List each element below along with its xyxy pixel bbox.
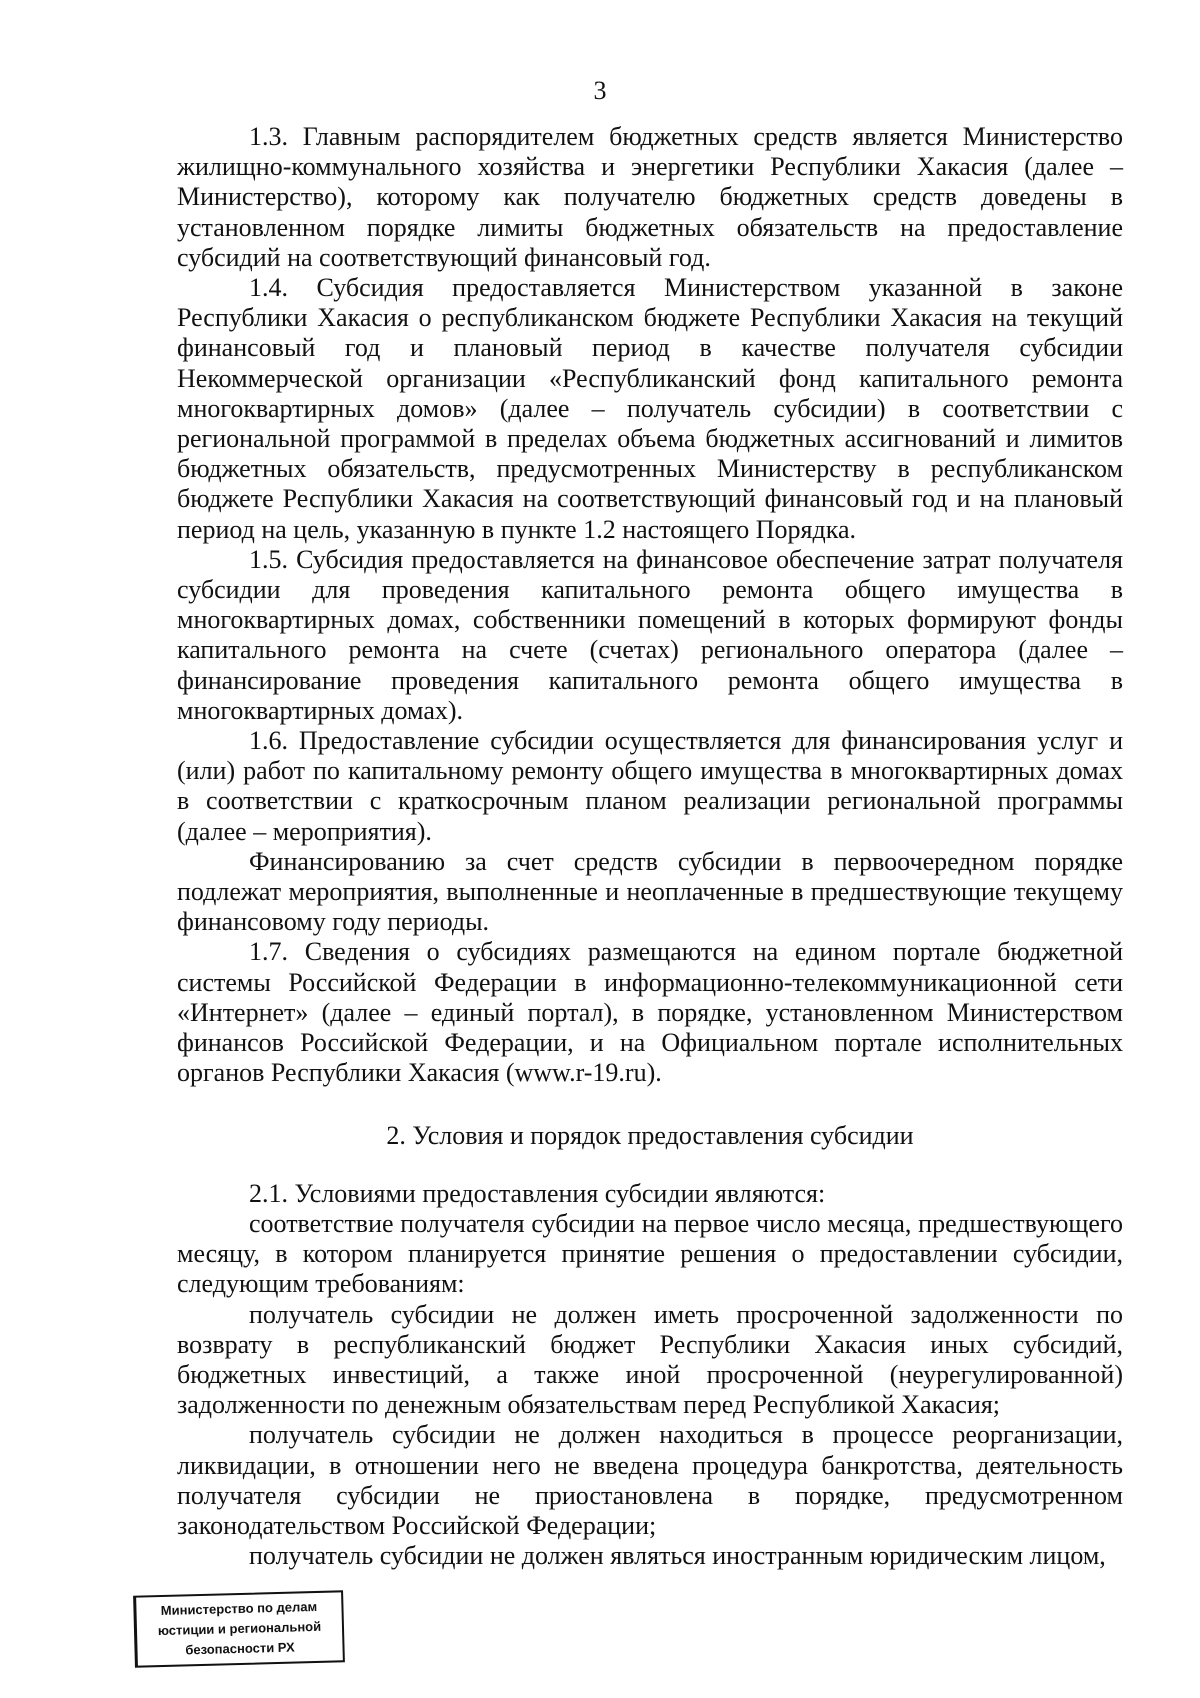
paragraph-2-1: 2.1. Условиями предоставления субсидии являются: bbox=[249, 1178, 826, 1208]
page-number: 3 bbox=[593, 76, 607, 105]
paragraph-1-6-financing: Финансированию за счет средств субсидии в первоочередном порядке подлежат мероприятия, выполненные и неоплаченные в предшествующие текущему финансовому году периоды. bbox=[177, 846, 1123, 937]
paragraph-1-7: 1.7. Сведения о субсидиях размещаются на едином портале бюджетной системы Российской Федерации в информационно-телекоммуникационной сети «Интернет» (далее – единый портал), в порядке, установленном Министерством финансов Российской Федерации, и на Официальном портале исполнительных органов Республики Хакасия (www.r-19.ru). bbox=[177, 937, 1123, 1088]
paragraph-1-4: 1.4. Субсидия предоставляется Министерством указанной в законе Республики Хакасия о республиканском бюджете Республики Хакасия на текущий финансовый год и плановый период в качестве получателя субсидии Некоммерческой организации «Республиканский фонд капитального ремонта многоквартирных домов» (далее – получатель субсидии) в соответствии с региональной программой в пределах объема бюджетных ассигнований и лимитов бюджетных обязательств, предусмотренных Министерству в республиканском бюджете Республики Хакасия на соответствующий финансовый год и на плановый период на цель, указанную в пункте 1.2 настоящего Порядка. bbox=[177, 273, 1123, 544]
paragraph-2-1-requirement-debt: получатель субсидии не должен иметь просроченной задолженности по возврату в республиканский бюджет Республики Хакасия иных субсидий, бюджетных инвестиций, а также иной просроченной (неурегулированной) задолженности по денежным обязательствам перед Республикой Хакасия; bbox=[177, 1299, 1123, 1420]
section-heading: 2. Условия и порядок предоставления субсидии bbox=[386, 1120, 914, 1150]
document-body bbox=[177, 122, 1123, 1571]
stamp-line: Министерство по делам bbox=[160, 1598, 318, 1619]
paragraph-2-1-compliance: соответствие получателя субсидии на первое число месяца, предшествующего месяцу, в котором планируется принятие решения о предоставлении субсидии, следующим требованиям: bbox=[177, 1208, 1123, 1299]
stamp-line: безопасности РХ bbox=[185, 1639, 295, 1658]
stamp-line: юстиции и региональной bbox=[157, 1618, 322, 1639]
paragraph-2-1-requirement-foreign: получатель субсидии не должен являться иностранным юридическим лицом, bbox=[249, 1541, 1106, 1571]
ministry-stamp bbox=[133, 1590, 345, 1667]
paragraph-2-1-requirement-reorganization: получатель субсидии не должен находиться в процессе реорганизации, ликвидации, в отношении него не введена процедура банкротства, деятельность получателя субсидии не приостановлена в порядке, предусмотренном законодательством Российской Федерации; bbox=[177, 1420, 1123, 1540]
paragraph-1-3: 1.3. Главным распорядителем бюджетных средств является Министерство жилищно-коммунального хозяйства и энергетики Республики Хакасия (далее – Министерство), которому как получателю бюджетных средств доведены в установленном порядке лимиты бюджетных обязательств на предоставление субсидий на соответствующий финансовый год. bbox=[177, 122, 1123, 272]
paragraph-1-5: 1.5. Субсидия предоставляется на финансовое обеспечение затрат получателя субсидии для проведения капитального ремонта общего имущества в многоквартирных домах, собственники помещений в которых формируют фонды капитального ремонта на счете (счетах) регионального оператора (далее – финансирование проведения капитального ремонта общего имущества в многоквартирных домах). bbox=[177, 544, 1123, 725]
paragraph-1-6: 1.6. Предоставление субсидии осуществляется для финансирования услуг и (или) работ по капитальному ремонту общего имущества в многоквартирных домах в соответствии с краткосрочным планом реализации региональной программы (далее – мероприятия). bbox=[177, 726, 1123, 846]
